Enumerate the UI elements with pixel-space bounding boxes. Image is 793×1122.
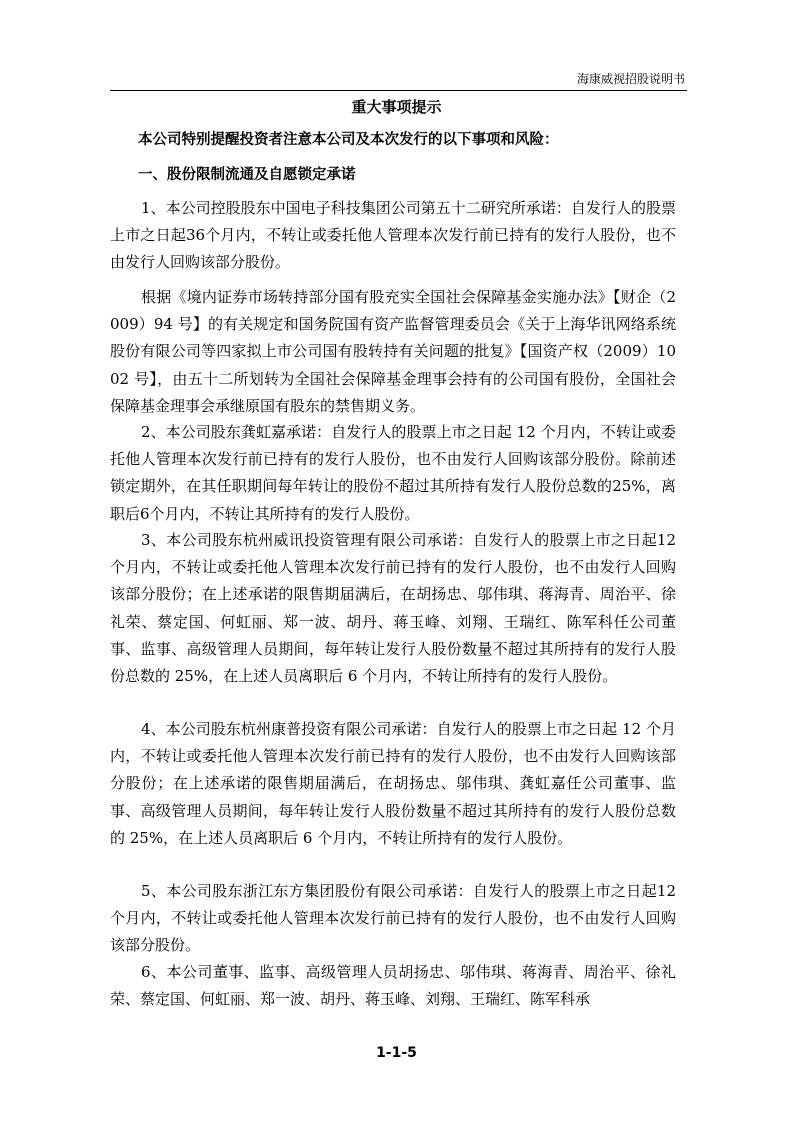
paragraph-3: 2、本公司股东龚虹嘉承诺：自发行人的股票上市之日起 12 个月内，不转让或委托他人管理本次发行前已持有的发行人股份，也不由发行人回购该部分股份。除前述锁定期外，在其任职期间每年转让的股份不超过其所持有发行人股份总数的25%，离职后6个月内，不转让其所持有的发行人股份。 bbox=[110, 423, 676, 523]
paragraph-7: 6、本公司董事、监事、高级管理人员胡扬忠、邬伟琪、蒋海青、周治平、徐礼荣、蔡定国、何虹丽、郑一波、胡丹、蒋玉峰、刘翔、王瑞红、陈军科承 bbox=[110, 963, 676, 1009]
page-header bbox=[110, 66, 687, 91]
intro-statement: 本公司特别提醒投资者注意本公司及本次发行的以下事项和风险： bbox=[138, 132, 559, 148]
section-heading: 一、股份限制流通及自愿锁定承诺 bbox=[138, 167, 356, 183]
header-title: 海康威视招股说明书 bbox=[576, 72, 685, 86]
paragraph-6: 5、本公司股东浙江东方集团股份有限公司承诺：自发行人的股票上市之日起12个月内，不转让或委托他人管理本次发行前已持有的发行人股份，也不由发行人回购该部分股份。 bbox=[110, 882, 676, 955]
paragraph-1: 1、本公司控股股东中国电子科技集团公司第五十二研究所承诺：自发行人的股票上市之日起36个月内，不转让或委托他人管理本次发行前已持有的发行人股份，也不由发行人回购该部分股份。 bbox=[110, 199, 676, 272]
page-number: 1-1-5 bbox=[376, 1045, 417, 1061]
page-title: 重大事项提示 bbox=[351, 98, 442, 116]
paragraph-2: 根据《境内证券市场转持部分国有股充实全国社会保障基金实施办法》【财企（2009）94 号】的有关规定和国务院国有资产监督管理委员会《关于上海华讯网络系统股份有限公司等四家拟上市公司国有股转持有关问题的批复》【国资产权（2009）1002 号】，由五十二所划转为全国社会保障基金理事会持有的公司国有股份，全国社会保障基金理事会承继原国有股东的禁售期义务。 bbox=[110, 288, 676, 415]
paragraph-4: 3、本公司股东杭州威讯投资管理有限公司承诺：自发行人的股票上市之日起12个月内，不转让或委托他人管理本次发行前已持有的发行人股份，也不由发行人回购该部分股份；在上述承诺的限售期届满后，在胡扬忠、邬伟琪、蒋海青、周治平、徐礼荣、蔡定国、何虹丽、郑一波、胡丹、蒋玉峰、刘翔、王瑞红、陈军科任公司董事、监事、高级管理人员期间，每年转让发行人股份数量不超过其所持有的发行人股份总数的 25%，在上述人员离职后 6 个月内，不转让所持有的发行人股份。 bbox=[110, 531, 676, 686]
paragraph-5: 4、本公司股东杭州康普投资有限公司承诺：自发行人的股票上市之日起 12 个月内，不转让或委托他人管理本次发行前已持有的发行人股份，也不由发行人回购该部分股份；在上述承诺的限售期届满后，在胡扬忠、邬伟琪、龚虹嘉任公司董事、监事、高级管理人员期间，每年转让发行人股份数量不超过其所持有的发行人股份总数的 25%，在上述人员离职后 6 个月内，不转让所持有的发行人股份。 bbox=[110, 720, 676, 847]
